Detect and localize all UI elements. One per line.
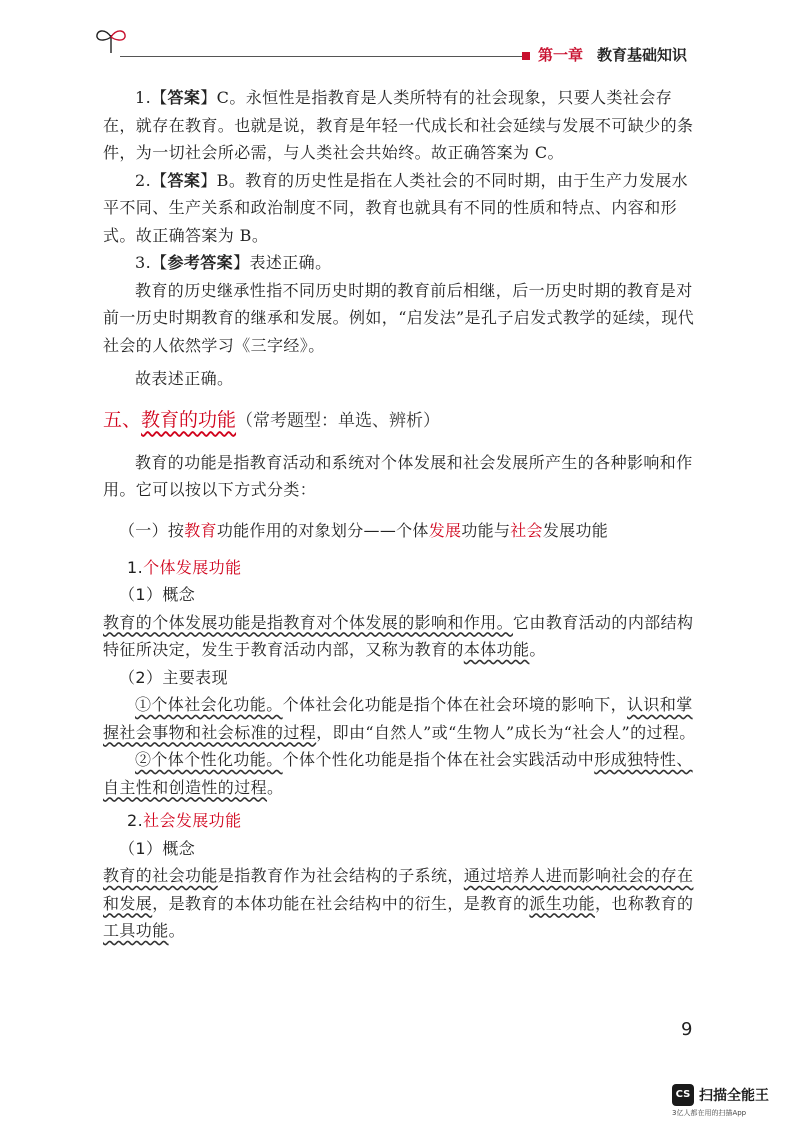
section-note: （常考题型：单选、辨析） bbox=[236, 410, 441, 431]
watermark-tagline: 3亿人都在用的扫描App bbox=[672, 1109, 747, 1117]
subsection-text: 功能作用的对象划分——个体 bbox=[216, 520, 429, 540]
point-title: 社会发展功能 bbox=[143, 811, 242, 830]
section-5-heading bbox=[103, 406, 696, 435]
header-marker bbox=[522, 52, 530, 60]
watermark-name: 扫描全能王 bbox=[699, 1088, 769, 1104]
underlined-text: 教育的社会功能 bbox=[103, 866, 218, 885]
subsection-text: 按 bbox=[167, 520, 185, 540]
answer-3-explanation: 教育的历史继承性指不同历史时期的教育前后相继，后一历史时期的教育是对前一历史时期教育的继承和发展。例如，“启发法”是孔子启发式教学的延续，现代社会的人依然学习《三字经》。 bbox=[103, 280, 695, 355]
section-5-intro: 教育的功能是指教育活动和系统对个体发展和社会发展所产生的各种影响和作用。它可以按以下方式分类： bbox=[103, 452, 693, 499]
body-text: 。 bbox=[267, 777, 284, 797]
underlined-text: 认识和掌握社会事物和社会标准的过程 bbox=[103, 695, 693, 742]
body-text: 是指教育作为社会结构的子系统， bbox=[217, 866, 464, 885]
point-title: 个体发展功能 bbox=[143, 557, 242, 577]
section-label: 教育基础知识 bbox=[597, 46, 688, 64]
point-2-heading bbox=[103, 807, 696, 835]
answer-1 bbox=[103, 84, 696, 167]
point-1-main-heading: （2）主要表现 bbox=[119, 667, 228, 687]
answer-3-conclusion: 故表述正确。 bbox=[135, 369, 234, 388]
subsection-keyword: 社会 bbox=[510, 520, 543, 540]
body-text: 个体社会化功能是指个体在社会环境的影响下， bbox=[282, 695, 628, 714]
underlined-text: ②个体个性化功能。 bbox=[135, 750, 283, 769]
body-text: 。 bbox=[529, 640, 546, 659]
page-content bbox=[103, 84, 696, 945]
answer-text: 】表述正确。 bbox=[233, 253, 332, 272]
scanner-watermark bbox=[672, 1084, 792, 1124]
body-text: 它由教育活动的内部结构特征所决定，发生于教育活动内部，又称为教育的 bbox=[103, 612, 694, 659]
subsection-number: （一） bbox=[119, 520, 168, 540]
underlined-keyword: 工具功能 bbox=[103, 921, 169, 940]
point-number: 1. bbox=[127, 557, 144, 577]
chapter-label: 第一章 bbox=[538, 46, 584, 64]
point-number: 2. bbox=[127, 811, 144, 830]
subsection-text: 功能与 bbox=[461, 520, 511, 540]
answer-number: 2.【 bbox=[135, 170, 168, 190]
point-1-definition bbox=[103, 609, 696, 664]
answer-tag: 答案 bbox=[167, 88, 201, 107]
point-2-concept-heading: （1）概念 bbox=[119, 838, 196, 858]
answer-text: 】C。永恒性是指教育是人类所特有的社会现象，只要人类社会存在，就存在教育。也就是说，教育是年轻一代成长和社会延续与发展不可缺少的条件，为一切社会所必需，与人类社会共始终。故正确答案为 C。 bbox=[103, 88, 694, 162]
header-rule bbox=[120, 56, 528, 57]
answer-tag: 答案 bbox=[167, 170, 201, 190]
running-header bbox=[538, 44, 687, 65]
underlined-text: ①个体社会化功能。 bbox=[135, 695, 283, 714]
answer-tag: 参考答案 bbox=[167, 253, 234, 272]
body-text: ，即由“自然人”或“生物人”成长为“社会人”的过程。 bbox=[316, 722, 696, 742]
underlined-text: 教育的个体发展功能是指教育对个体发展的影响和作用。 bbox=[103, 612, 514, 632]
subsection-keyword: 教育 bbox=[184, 520, 217, 540]
subsection-keyword: 发展 bbox=[428, 520, 462, 540]
subsection-text: 发展功能 bbox=[542, 520, 609, 540]
camscanner-logo-icon: CS bbox=[672, 1084, 694, 1106]
answer-2 bbox=[103, 167, 696, 250]
underlined-text: 通过培养人进而影响社会的存在和发展 bbox=[103, 866, 694, 913]
point-1-concept-heading: （1）概念 bbox=[119, 585, 196, 604]
underlined-keyword: 派生功能 bbox=[529, 893, 596, 913]
section-title: 教育的功能 bbox=[141, 408, 237, 431]
point-1-item-2 bbox=[103, 746, 696, 801]
subsection-1-heading bbox=[119, 518, 696, 541]
page-number: 9 bbox=[681, 1019, 693, 1040]
body-text: ，也称教育的 bbox=[595, 893, 694, 913]
body-text: 。 bbox=[168, 921, 186, 940]
point-1-heading bbox=[103, 554, 696, 582]
point-2-definition bbox=[103, 862, 696, 945]
point-1-item-1 bbox=[103, 691, 696, 746]
answer-3 bbox=[103, 249, 696, 277]
answer-text: 】B。教育的历史性是指在人类社会的不同时期，由于生产力发展水平不同、生产关系和政治制度不同，教育也就具有不同的性质和特点、内容和形式。故正确答案为 B。 bbox=[103, 170, 689, 245]
underlined-text: 形成独特性、自主性和创造性的过程 bbox=[103, 750, 693, 797]
underlined-keyword: 本体功能 bbox=[463, 640, 530, 659]
body-text: ，是教育的本体功能在社会结构中的衍生，是教育的 bbox=[152, 893, 530, 913]
section-number: 五、 bbox=[103, 408, 142, 431]
body-text: 个体个性化功能是指个体在社会实践活动中 bbox=[282, 750, 595, 769]
sprout-logo-icon bbox=[93, 26, 129, 54]
answer-number: 3.【 bbox=[135, 253, 168, 272]
answer-number: 1.【 bbox=[135, 88, 168, 107]
